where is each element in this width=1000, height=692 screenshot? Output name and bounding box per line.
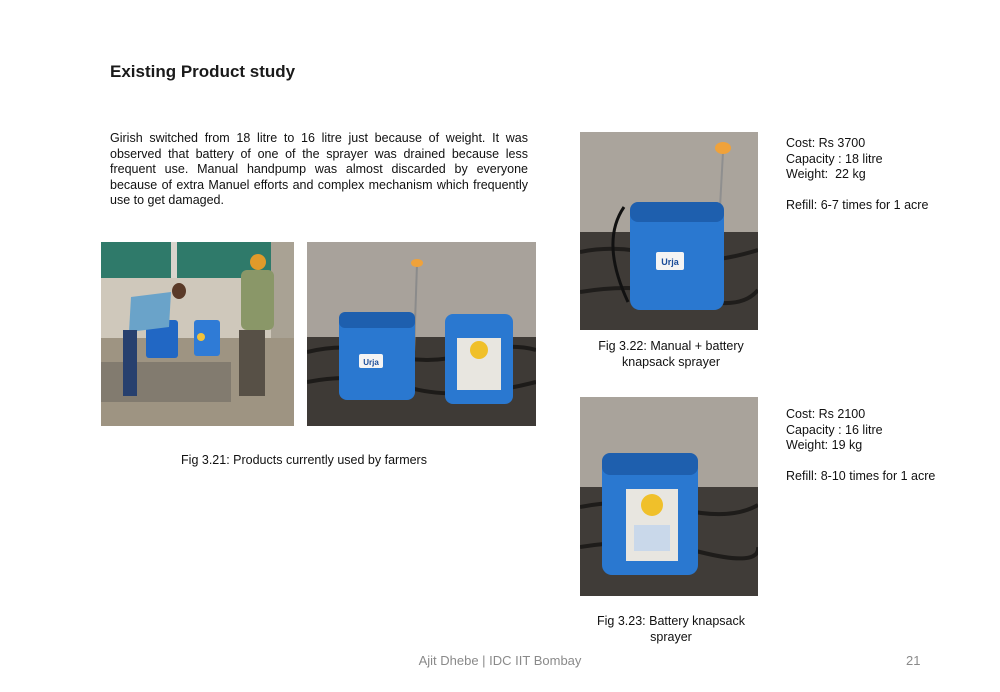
sprayer2-weight: Weight: 19 kg (786, 438, 863, 452)
body-paragraph: Girish switched from 18 litre to 16 litre just because of weight. It was observed that battery of one of the sprayer was drained because less frequent use. Manual handpump was almost discarded by everyone because of extra Manuel efforts and complex mechanism which frequently use to get damaged. (110, 131, 528, 207)
footer-text: Ajit Dhebe | IDC IIT Bombay (418, 653, 582, 668)
battery-sprayer-photo (580, 397, 758, 596)
sprayer1-cost: Cost: Rs 3700 (786, 136, 866, 150)
sprayer1-capacity: Capacity : 18 litre (786, 151, 883, 166)
urja-logo-1: Urja (363, 358, 379, 367)
urja-logo-2: Urja (661, 257, 679, 267)
fig-3-22-caption-line2: knapsack sprayer (622, 354, 720, 369)
sprayer2-cost: Cost: Rs 2100 (786, 407, 866, 421)
sprayer1-specs (786, 136, 928, 214)
sprayer1-weight: Weight: 22 kg (786, 167, 866, 181)
fig-3-22-caption (580, 339, 762, 370)
page-number: 21 (906, 653, 921, 668)
manual-battery-sprayer-photo (580, 132, 758, 330)
sprayer2-refill: Refill: 8-10 times for 1 acre (786, 469, 936, 483)
sprayer2-capacity: Capacity : 16 litre (786, 422, 883, 437)
fig-3-21-caption: Fig 3.21: Products currently used by farmers (181, 453, 427, 467)
sprayer2-specs (786, 407, 935, 485)
page-title: Existing Product study (110, 62, 296, 81)
fig-3-23-caption-line1: Fig 3.23: Battery knapsack (597, 614, 745, 628)
farmers-photo (101, 242, 294, 426)
sprayer1-refill: Refill: 6-7 times for 1 acre (786, 198, 929, 212)
fig-3-23-caption (580, 614, 762, 645)
fig-3-22-caption-line1: Fig 3.22: Manual + battery (598, 339, 744, 353)
two-sprayers-photo (307, 242, 536, 426)
fig-3-23-caption-line2: sprayer (650, 629, 692, 644)
